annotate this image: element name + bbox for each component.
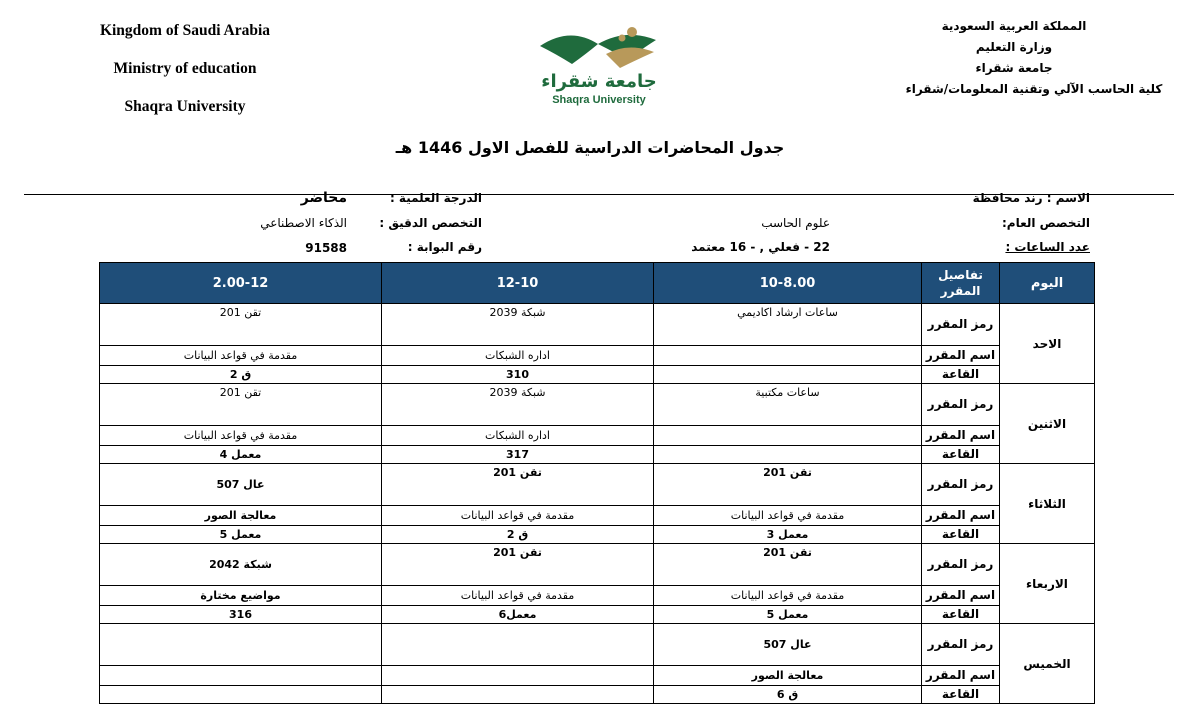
row-label-code: رمز المقرر	[922, 304, 1000, 346]
country-name-ar: المملكة العربية السعودية	[941, 19, 1087, 33]
table-row	[100, 426, 1095, 446]
lecturer-name: الاسم : رند محافظة	[972, 191, 1090, 205]
room-cell	[654, 366, 922, 384]
course-name: معالجة الصور	[100, 506, 382, 526]
course-name	[654, 426, 922, 446]
general-spec-label: التخصص العام:	[1001, 216, 1090, 230]
row-label-code: رمز المقرر	[922, 544, 1000, 586]
table-row	[100, 446, 1095, 464]
course-code: تقن 201	[100, 304, 382, 346]
room-cell	[654, 446, 922, 464]
schedule-table	[99, 262, 1095, 704]
table-row	[100, 666, 1095, 686]
ministry-name-ar: وزارة التعليم	[975, 40, 1053, 54]
row-label-name: اسم المقرر	[922, 506, 1000, 526]
room-cell: معمل6	[382, 606, 654, 624]
room-cell: ق 2	[382, 526, 654, 544]
course-name: معالجة الصور	[654, 666, 922, 686]
portal-value: 91588	[305, 241, 347, 255]
hours-label: عدد الساعات :	[1005, 240, 1090, 254]
table-row	[100, 586, 1095, 606]
day-cell: الثلاثاء	[1000, 464, 1095, 544]
degree-value: محاضر	[300, 190, 347, 206]
course-name: مقدمة في قواعد البيانات	[100, 426, 382, 446]
room-cell: ق 2	[100, 366, 382, 384]
table-row	[100, 624, 1095, 666]
course-code: شبكة 2039	[382, 384, 654, 426]
header-left	[60, 18, 310, 132]
hours-value: 22 - فعلي , - 16 معتمد	[691, 240, 830, 254]
row-label-room: القاعة	[922, 526, 1000, 544]
row-label-room: القاعة	[922, 686, 1000, 704]
table-row	[100, 506, 1095, 526]
row-label-name: اسم المقرر	[922, 426, 1000, 446]
row-label-code: رمز المقرر	[922, 384, 1000, 426]
page-title: جدول المحاضرات الدراسية للفصل الاول 1446 هـ	[395, 138, 785, 157]
room-cell: ق 6	[654, 686, 922, 704]
course-name: مقدمة في قواعد البيانات	[382, 586, 654, 606]
logo-arabic-text: جامعة شقراء	[541, 71, 657, 92]
day-cell: الاثنين	[1000, 384, 1095, 464]
course-code: ساعات مكتبية	[654, 384, 922, 426]
university-logo	[536, 24, 662, 116]
portal-label: رقم البوابة :	[407, 240, 482, 254]
course-name: مقدمة في قواعد البيانات	[654, 506, 922, 526]
country-name-en: Kingdom of Saudi Arabia	[99, 22, 271, 39]
course-code: شبكة 2042	[100, 544, 382, 586]
table-row	[100, 304, 1095, 346]
header-slot-2: 12-10	[382, 263, 654, 304]
degree-label: الدرجة العلمية :	[389, 191, 482, 205]
logo-english-text: Shaqra University	[552, 94, 646, 106]
course-code: ساعات ارشاد اكاديمي	[654, 304, 922, 346]
room-cell: معمل 5	[654, 606, 922, 624]
course-code: عال 507	[654, 624, 922, 666]
room-cell: 310	[382, 366, 654, 384]
row-label-name: اسم المقرر	[922, 586, 1000, 606]
row-label-name: اسم المقرر	[922, 666, 1000, 686]
room-cell: 317	[382, 446, 654, 464]
university-name-en: Shaqra University	[124, 98, 246, 115]
table-row	[100, 544, 1095, 586]
room-cell: معمل 5	[100, 526, 382, 544]
course-code	[382, 624, 654, 666]
header-right	[894, 16, 1174, 100]
header-slot-1: 10-8.00	[654, 263, 922, 304]
course-name	[100, 666, 382, 686]
header-day: اليوم	[1000, 263, 1095, 304]
course-name: مقدمة في قواعد البيانات	[382, 506, 654, 526]
table-row	[100, 366, 1095, 384]
course-code: تقن 201	[382, 464, 654, 506]
row-label-code: رمز المقرر	[922, 464, 1000, 506]
row-label-room: القاعة	[922, 366, 1000, 384]
course-code	[100, 624, 382, 666]
table-row	[100, 526, 1095, 544]
table-row	[100, 686, 1095, 704]
row-label-room: القاعة	[922, 446, 1000, 464]
room-cell: معمل 3	[654, 526, 922, 544]
table-row	[100, 384, 1095, 426]
ministry-name-en: Ministry of education	[113, 60, 257, 77]
course-name: اداره الشبكات	[382, 346, 654, 366]
course-name	[654, 346, 922, 366]
day-cell: الخميس	[1000, 624, 1095, 704]
course-code: عال 507	[100, 464, 382, 506]
row-label-code: رمز المقرر	[922, 624, 1000, 666]
header-slot-3: 2.00-12	[100, 263, 382, 304]
row-label-room: القاعة	[922, 606, 1000, 624]
college-name-ar: كلية الحاسب الآلي وتقنية المعلومات/شقراء	[905, 82, 1163, 96]
specific-spec-value: الذكاء الاصطناعي	[260, 216, 347, 230]
room-cell	[100, 686, 382, 704]
room-cell: 316	[100, 606, 382, 624]
table-row	[100, 464, 1095, 506]
room-cell: معمل 4	[100, 446, 382, 464]
table-row	[100, 346, 1095, 366]
course-code: تقن 201	[654, 464, 922, 506]
course-code: تقن 201	[382, 544, 654, 586]
course-name: اداره الشبكات	[382, 426, 654, 446]
specific-spec-label: التخصص الدقيق :	[379, 216, 482, 230]
course-code: شبكة 2039	[382, 304, 654, 346]
table-row	[100, 606, 1095, 624]
day-cell: الاربعاء	[1000, 544, 1095, 624]
course-name: مقدمة في قواعد البيانات	[654, 586, 922, 606]
day-cell: الاحد	[1000, 304, 1095, 384]
course-name: مقدمة في قواعد البيانات	[100, 346, 382, 366]
row-label-name: اسم المقرر	[922, 346, 1000, 366]
room-cell	[382, 686, 654, 704]
general-spec-value: علوم الحاسب	[761, 216, 830, 230]
header-details: تفاصيل المقرر	[922, 263, 1000, 304]
course-name: مواضيع مختارة	[100, 586, 382, 606]
course-code: تقن 201	[654, 544, 922, 586]
course-code: تقن 201	[100, 384, 382, 426]
course-name	[382, 666, 654, 686]
table-header-row	[100, 263, 1095, 304]
university-name-ar: جامعة شقراء	[975, 61, 1053, 75]
